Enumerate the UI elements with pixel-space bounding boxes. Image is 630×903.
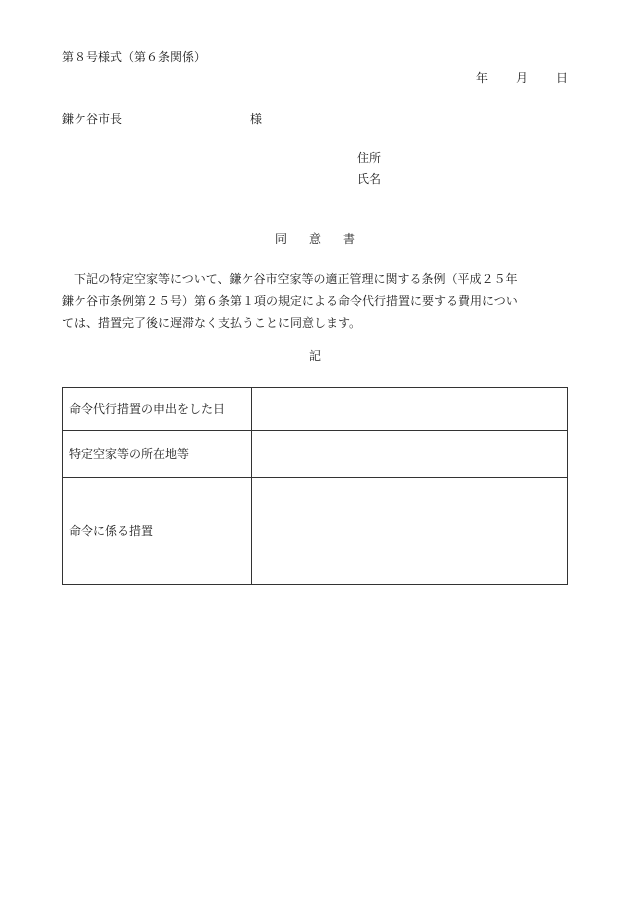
detail-table: [62, 387, 568, 585]
ki-heading: 記: [308, 349, 321, 363]
table-row: [63, 478, 568, 585]
table-row: [63, 431, 568, 478]
document-title: 同意書: [274, 232, 377, 246]
row-value-request-date[interactable]: [252, 388, 568, 431]
row-label-request-date: 命令代行措置の申出をした日: [63, 388, 252, 431]
row-label-location: 特定空家等の所在地等: [63, 431, 252, 478]
row-label-measures: 命令に係る措置: [63, 478, 252, 585]
date-year-label: 年: [475, 71, 488, 85]
date-month-label: 月: [515, 71, 528, 85]
body-line: ては、措置完了後に遅滞なく支払うことに同意します。: [62, 316, 362, 330]
form-number: 第８号様式（第６条関係）: [62, 50, 207, 64]
body-line: 下記の特定空家等について、鎌ケ谷市空家等の適正管理に関する条例（平成２５年: [74, 272, 518, 286]
table-row: [63, 388, 568, 431]
body-line: 鎌ケ谷市条例第２５号）第６条第１項の規定による命令代行措置に要する費用につい: [62, 294, 518, 308]
date-day-label: 日: [555, 71, 568, 85]
date-fields: [476, 72, 568, 84]
row-value-measures[interactable]: [252, 478, 568, 585]
addressee-honorific: 様: [250, 112, 263, 126]
row-value-location[interactable]: [252, 431, 568, 478]
applicant-address-label: 住所: [357, 151, 382, 165]
consent-body-text: [62, 268, 568, 334]
addressee-name: 鎌ケ谷市長: [62, 112, 123, 126]
applicant-name-label: 氏名: [357, 172, 382, 186]
